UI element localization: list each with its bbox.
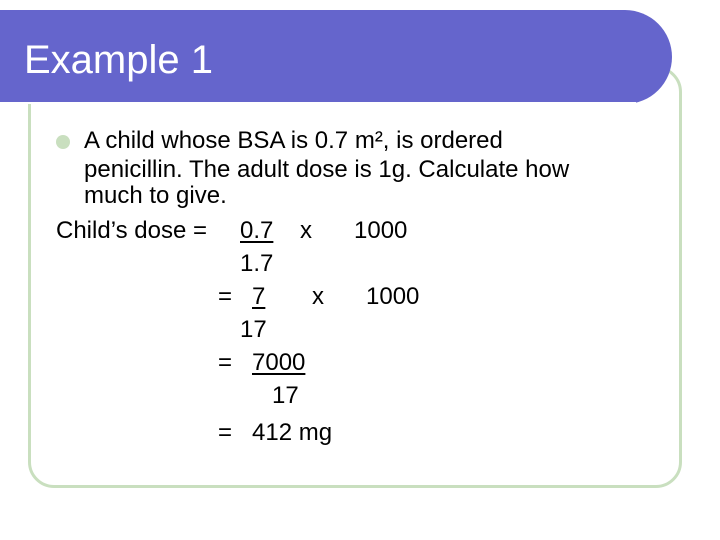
bullet-text-line-3: much to give. xyxy=(84,182,227,209)
bullet-dot-icon xyxy=(56,135,70,149)
step2-equals: = xyxy=(218,283,233,310)
childs-dose-label: Child’s dose = xyxy=(56,217,207,244)
slide-title: Example 1 xyxy=(24,38,213,82)
step2-factor: 1000 xyxy=(366,283,420,310)
result-equals: = xyxy=(218,419,233,446)
step2-denominator: 17 xyxy=(240,316,267,343)
bullet-text-line-2: penicillin. The adult dose is 1g. Calculate how xyxy=(84,156,570,183)
title-underline xyxy=(0,102,636,104)
step2-times: x xyxy=(312,283,324,310)
step1-denominator: 1.7 xyxy=(240,250,274,277)
step1-numerator: 0.7 xyxy=(240,217,274,244)
bullet-text-line-1: A child whose BSA is 0.7 m², is ordered xyxy=(84,127,503,154)
step3-equals: = xyxy=(218,349,233,376)
step3-numerator: 7000 xyxy=(252,349,306,376)
step1-factor: 1000 xyxy=(354,217,408,244)
step3-denominator: 17 xyxy=(272,382,299,409)
result-value: 412 mg xyxy=(252,419,333,446)
step1-times: x xyxy=(300,217,312,244)
step2-numerator: 7 xyxy=(252,283,266,310)
title-bar xyxy=(0,10,672,104)
